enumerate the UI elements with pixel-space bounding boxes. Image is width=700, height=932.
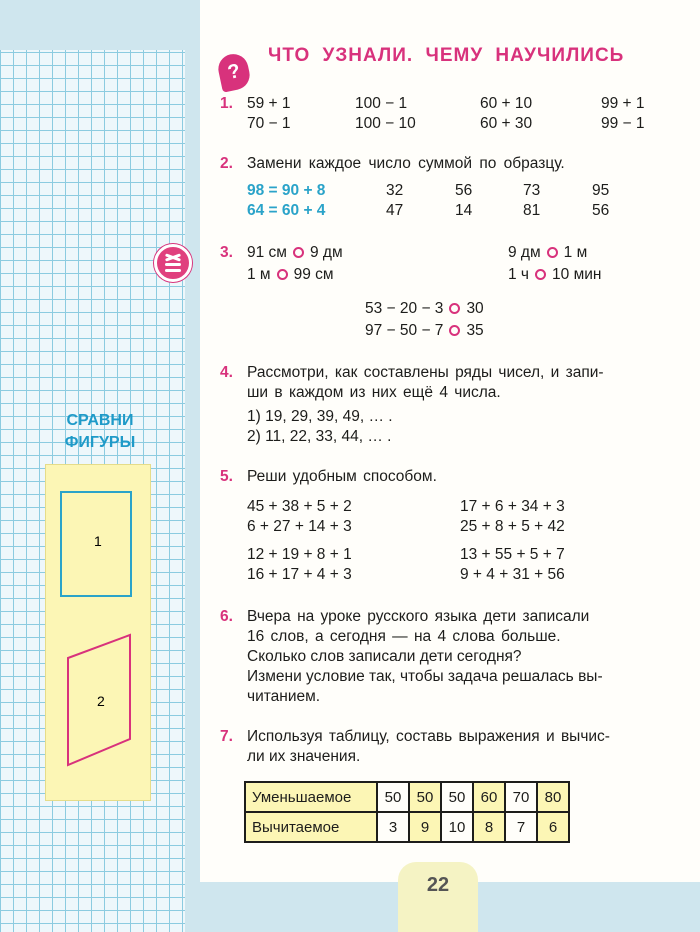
task-1-expr: 100 − 10 — [355, 115, 416, 132]
task-4-row: 2) 11, 22, 33, 44, … . — [247, 428, 392, 445]
task-5-text: Реши удобным способом. — [247, 468, 437, 485]
table-cell: 50 — [377, 782, 409, 812]
compare-circle-icon[interactable] — [277, 269, 288, 280]
task-3-left: 53 − 20 − 3 — [365, 300, 444, 317]
task-2-sample: 64 = 60 + 4 — [247, 202, 326, 219]
table-cell: 70 — [505, 782, 537, 812]
compare-circle-icon[interactable] — [535, 269, 546, 280]
task-6-text: Сколько слов записали дети сегодня? — [247, 648, 522, 665]
figures-drawing — [46, 465, 150, 800]
task-5-expr: 25 + 8 + 5 + 42 — [460, 518, 565, 535]
table-cell: 80 — [537, 782, 569, 812]
page-number-tab — [398, 862, 478, 932]
compare-icon — [154, 244, 192, 282]
task-3-left: 91 см — [247, 244, 287, 261]
task-1-expr: 99 − 1 — [601, 115, 645, 132]
compare-circle-icon[interactable] — [293, 247, 304, 258]
task-7-text: ли их значения. — [247, 748, 361, 765]
task-6-text: читанием. — [247, 688, 321, 705]
task-5-expr: 12 + 19 + 8 + 1 — [247, 546, 352, 563]
task-2-number-cell: 56 — [592, 202, 610, 219]
table-cell: 7 — [505, 812, 537, 842]
task-7-text: Используя таблицу, составь выражения и вычис- — [247, 728, 610, 745]
task-7-table — [244, 781, 570, 843]
task-3-right: 35 — [466, 322, 484, 339]
task-5-number: 5. — [220, 468, 233, 485]
table-cell: 60 — [473, 782, 505, 812]
task-2-sample: 98 = 90 + 8 — [247, 182, 326, 199]
task-1-expr: 59 + 1 — [247, 95, 291, 112]
task-3-compare — [247, 266, 334, 284]
sidebar-title-line: ФИГУРЫ — [64, 434, 136, 451]
task-6-text: Измени условие так, чтобы задача решалась вы- — [247, 668, 603, 685]
task-2-number: 2. — [220, 155, 233, 172]
task-3-compare — [508, 244, 587, 262]
table-cell: 10 — [441, 812, 473, 842]
table-row — [245, 782, 569, 812]
task-7-number: 7. — [220, 728, 233, 745]
table-header-cell: Вычитаемое — [245, 812, 377, 842]
figures-card — [45, 464, 151, 801]
sidebar-title-line: СРАВНИ — [66, 412, 134, 429]
grid-right-margin — [185, 50, 200, 932]
task-5-expr: 17 + 6 + 34 + 3 — [460, 498, 565, 515]
task-1-number: 1. — [220, 95, 233, 112]
table-cell: 50 — [441, 782, 473, 812]
task-3-right: 1 м — [563, 244, 588, 261]
task-2-number-cell: 32 — [386, 182, 404, 199]
task-1-expr: 60 + 10 — [480, 95, 533, 112]
task-2-number-cell: 14 — [455, 202, 473, 219]
task-5-expr: 13 + 55 + 5 + 7 — [460, 546, 565, 563]
task-1-expr: 99 + 1 — [601, 95, 645, 112]
task-1-expr: 70 − 1 — [247, 115, 291, 132]
task-3-right: 99 см — [293, 266, 334, 283]
table-row — [245, 812, 569, 842]
table-cell: 3 — [377, 812, 409, 842]
figure-2-label: 2 — [97, 693, 105, 709]
task-6-number: 6. — [220, 608, 233, 625]
task-4-text: Рассмотри, как составлены ряды чисел, и запи- — [247, 364, 604, 381]
task-3-compare — [247, 244, 343, 262]
task-3-compare — [365, 300, 484, 318]
compare-circle-icon[interactable] — [547, 247, 558, 258]
task-2-number-cell: 81 — [523, 202, 541, 219]
task-2-number-cell: 56 — [455, 182, 473, 199]
task-3-compare — [508, 266, 601, 284]
task-5-expr: 45 + 38 + 5 + 2 — [247, 498, 352, 515]
task-3-number: 3. — [220, 244, 233, 261]
task-4-text: ши в каждом из них ещё 4 числа. — [247, 384, 501, 401]
task-5-expr: 16 + 17 + 4 + 3 — [247, 566, 352, 583]
compare-circle-icon[interactable] — [449, 303, 460, 314]
task-1-expr: 60 + 30 — [480, 115, 533, 132]
task-3-compare — [365, 322, 484, 340]
table-cell: 6 — [537, 812, 569, 842]
task-4-row: 1) 19, 29, 39, 49, … . — [247, 408, 393, 425]
task-2-number-cell: 47 — [386, 202, 404, 219]
compare-circle-icon[interactable] — [449, 325, 460, 336]
sidebar-title — [55, 410, 145, 454]
task-5-expr: 9 + 4 + 31 + 56 — [460, 566, 565, 583]
task-3-left: 9 дм — [508, 244, 541, 261]
table-cell: 8 — [473, 812, 505, 842]
task-2-number-cell: 95 — [592, 182, 610, 199]
task-2-number-cell: 73 — [523, 182, 541, 199]
task-6-text: 16 слов, а сегодня — на 4 слова больше. — [247, 628, 561, 645]
task-3-right: 10 мин — [552, 266, 602, 283]
task-2-text: Замени каждое число суммой по образцу. — [247, 155, 565, 172]
task-6-text: Вчера на уроке русского языка дети записали — [247, 608, 590, 625]
task-3-left: 1 м — [247, 266, 271, 283]
page-title: ЧТО УЗНАЛИ. ЧЕМУ НАУЧИЛИСЬ — [268, 45, 625, 66]
table-cell: 9 — [409, 812, 441, 842]
task-3-left: 1 ч — [508, 266, 530, 283]
question-badge-label: ? — [225, 59, 243, 84]
grid-top-margin — [0, 0, 200, 50]
table-header-cell: Уменьшаемое — [245, 782, 377, 812]
task-3-left: 97 − 50 − 7 — [365, 322, 444, 339]
task-4-number: 4. — [220, 364, 233, 381]
task-3-right: 9 дм — [309, 244, 343, 261]
task-5-expr: 6 + 27 + 14 + 3 — [247, 518, 352, 535]
task-3-right: 30 — [466, 300, 484, 317]
task-1-expr: 100 − 1 — [355, 95, 408, 112]
figure-1-label: 1 — [94, 533, 102, 549]
table-cell: 50 — [409, 782, 441, 812]
page-number: 22 — [426, 874, 450, 896]
